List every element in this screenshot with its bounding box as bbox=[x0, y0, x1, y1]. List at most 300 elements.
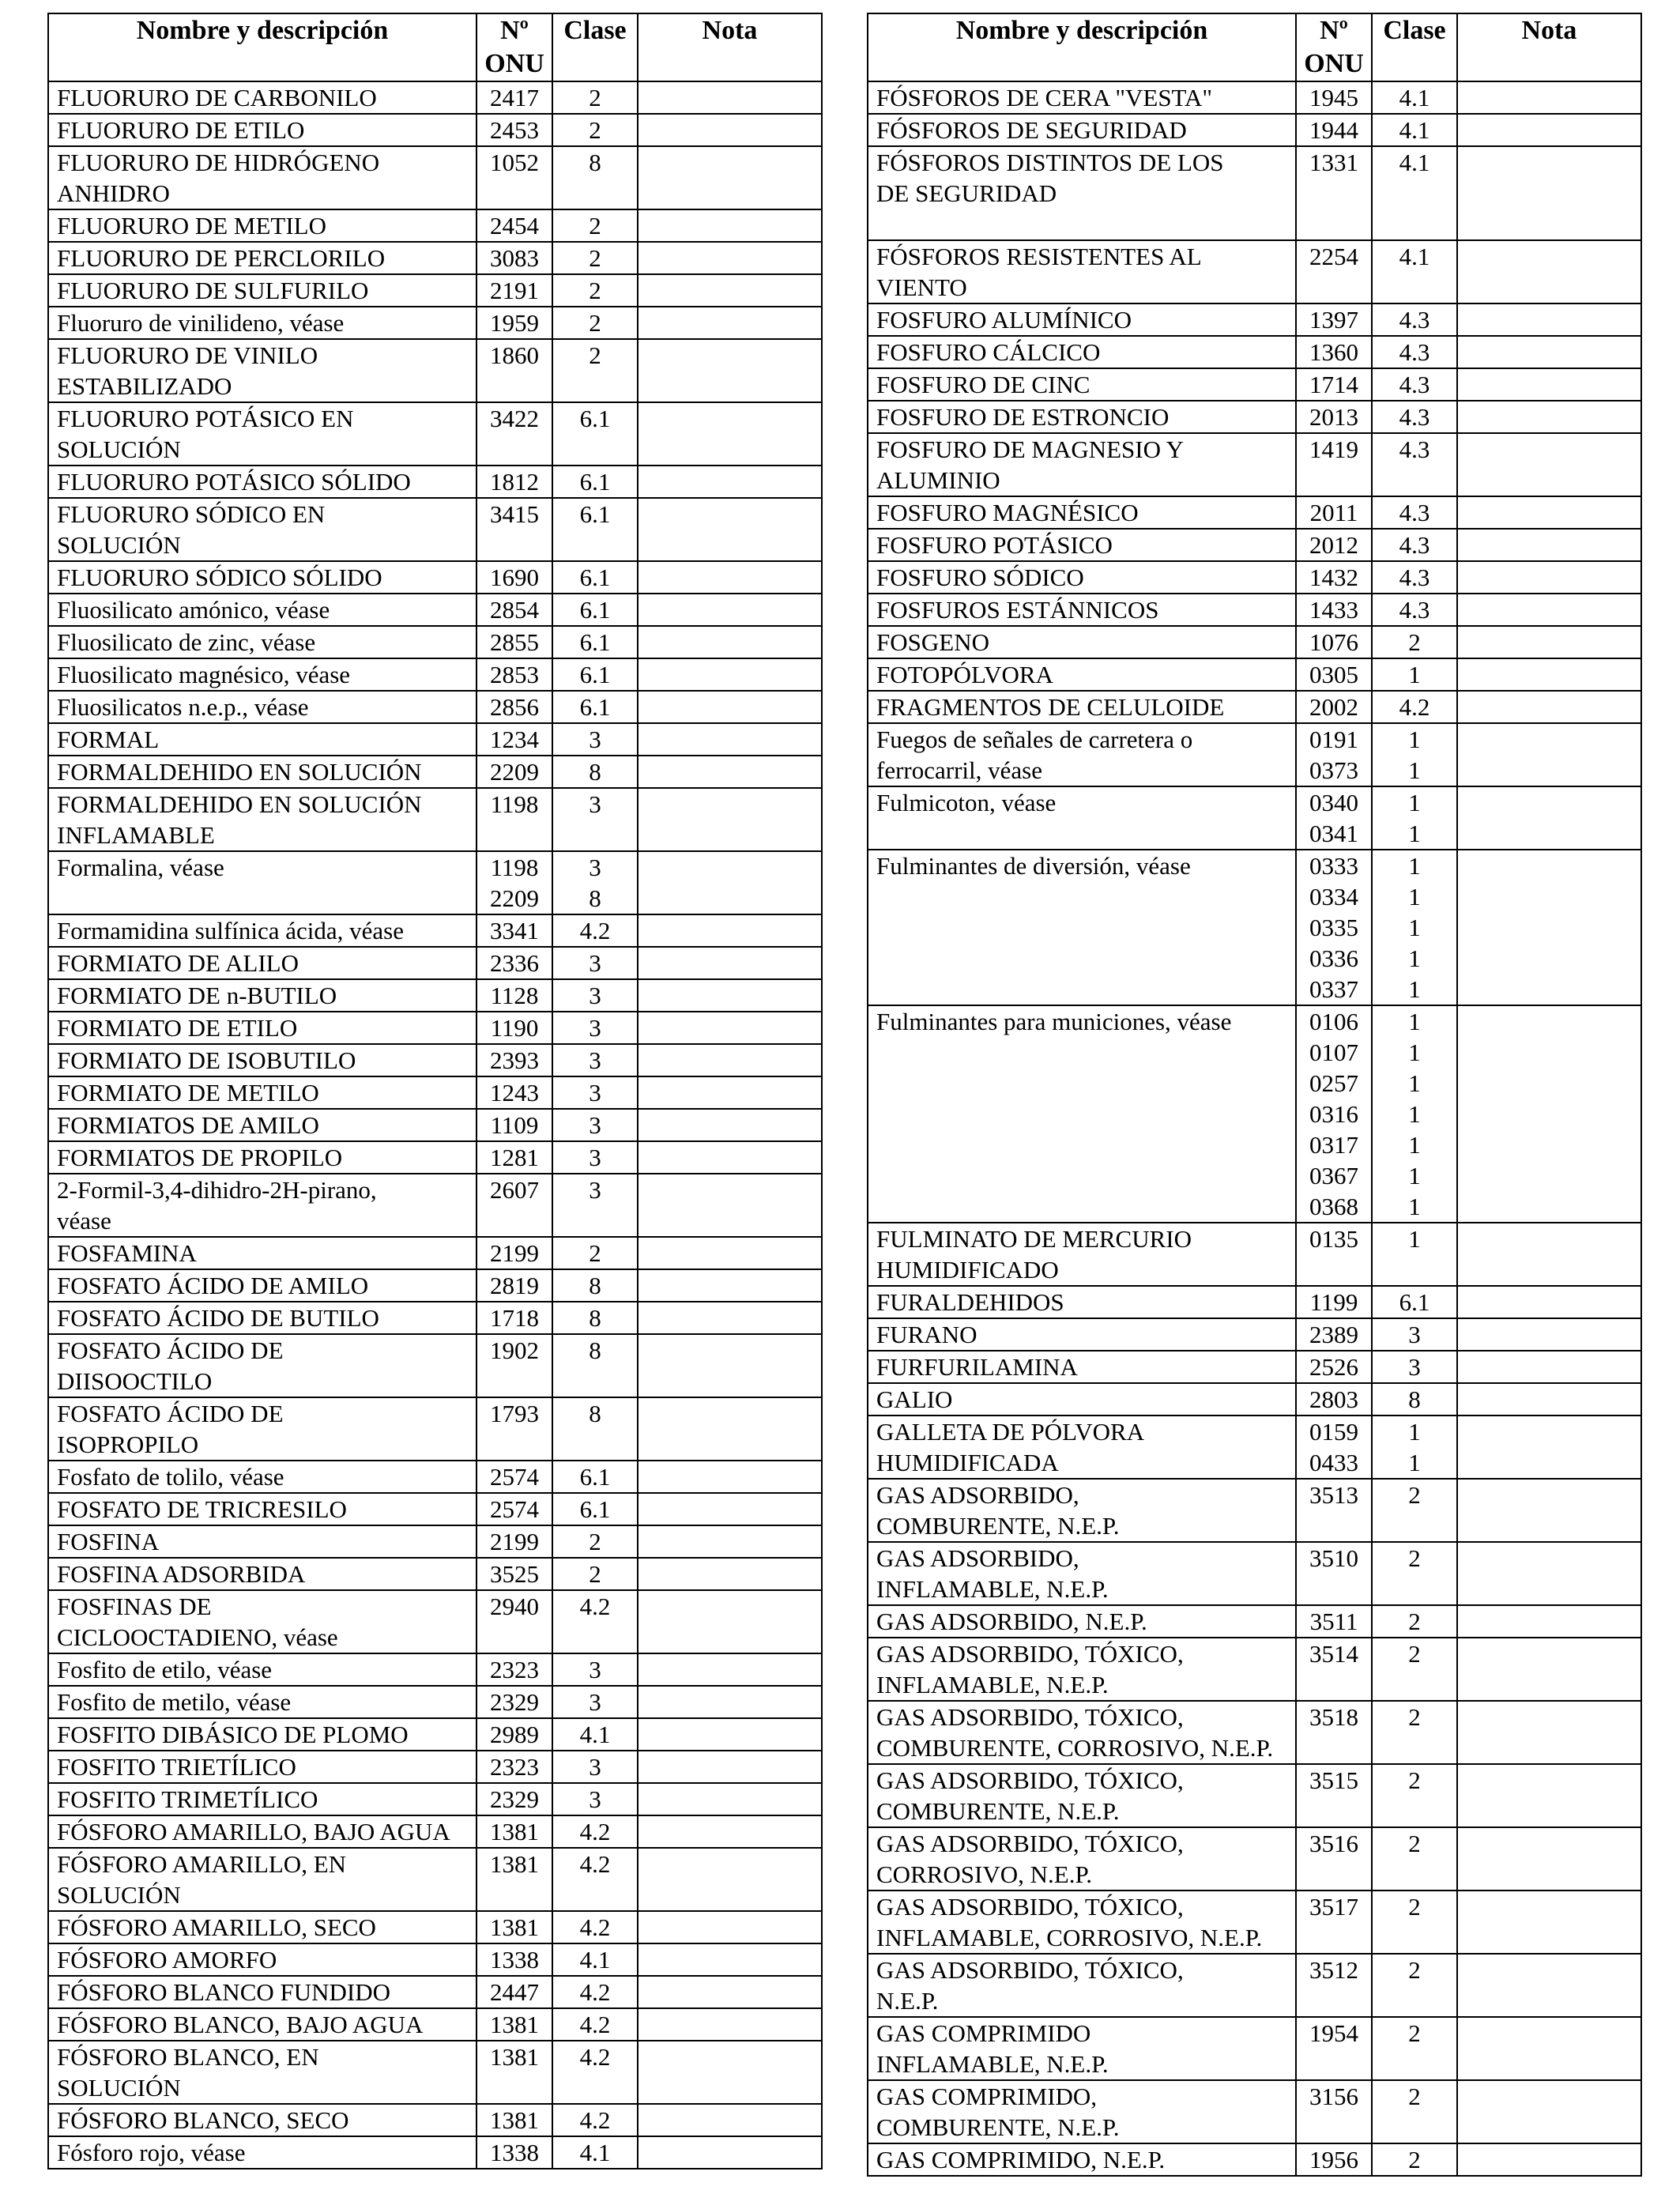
hazard-class: 4.1 bbox=[1399, 243, 1430, 270]
hazard-class: 3 bbox=[589, 1046, 601, 1074]
substance-name-line: FOSFATO ÁCIDO DE BUTILO bbox=[57, 1304, 379, 1332]
substance-name-cell bbox=[48, 1397, 477, 1461]
table-row bbox=[868, 1479, 1641, 1542]
un-number: 1199 bbox=[1309, 1288, 1358, 1316]
hazard-class: 4.3 bbox=[1399, 596, 1430, 624]
substance-name-line: Fluosilicato amónico, véase bbox=[57, 596, 330, 624]
un-number: 1052 bbox=[490, 149, 539, 176]
table-row bbox=[868, 81, 1641, 114]
un-number-cell bbox=[477, 1558, 552, 1590]
un-number: 0257 bbox=[1309, 1069, 1358, 1097]
header-un-line2: ONU bbox=[1304, 49, 1364, 78]
table-row bbox=[868, 1891, 1641, 1954]
un-number-cell bbox=[1296, 2017, 1372, 2080]
substance-name-cell bbox=[868, 81, 1296, 114]
substance-name-cell bbox=[48, 561, 477, 594]
substance-name-cell bbox=[48, 788, 477, 851]
note-cell bbox=[1457, 1954, 1641, 2017]
substance-name-cell bbox=[48, 2041, 477, 2104]
note-cell bbox=[638, 594, 822, 626]
table-row bbox=[48, 1848, 822, 1911]
table-row bbox=[868, 1954, 1641, 2017]
un-number: 2199 bbox=[490, 1239, 539, 1267]
hazard-class-cell bbox=[1372, 1891, 1457, 1954]
hazard-class: 8 bbox=[589, 1400, 601, 1427]
note-cell bbox=[1457, 433, 1641, 496]
substance-name-cell bbox=[48, 1653, 477, 1686]
un-number: 1902 bbox=[490, 1336, 539, 1364]
note-cell bbox=[1457, 401, 1641, 433]
substance-name-line: Fosfito de metilo, véase bbox=[57, 1688, 292, 1716]
hazard-class-cell bbox=[552, 2136, 638, 2169]
substance-name-cell bbox=[868, 1701, 1296, 1764]
hazard-class-cell bbox=[552, 1525, 638, 1558]
table-row bbox=[48, 1718, 822, 1751]
un-number-cell bbox=[477, 1044, 552, 1076]
substance-name-cell bbox=[48, 1848, 477, 1911]
un-number: 2574 bbox=[490, 1495, 539, 1523]
table-row bbox=[48, 1461, 822, 1493]
hazard-class: 4.2 bbox=[579, 1913, 611, 1941]
un-number: 1397 bbox=[1309, 306, 1358, 334]
un-number: 0368 bbox=[1309, 1193, 1358, 1220]
un-number: 0341 bbox=[1309, 820, 1358, 847]
note-cell bbox=[638, 1076, 822, 1109]
substance-name-line: FORMIATOS DE PROPILO bbox=[57, 1144, 343, 1171]
un-number: 0336 bbox=[1309, 944, 1358, 972]
hazard-class: 4.2 bbox=[579, 917, 611, 944]
un-number-cell bbox=[477, 626, 552, 658]
un-number: 0305 bbox=[1309, 661, 1358, 688]
un-number-cell bbox=[477, 947, 552, 979]
un-number: 0367 bbox=[1309, 1162, 1358, 1189]
substance-name-cell bbox=[48, 1815, 477, 1848]
table-row bbox=[868, 529, 1641, 561]
note-cell bbox=[1457, 336, 1641, 368]
un-number: 2191 bbox=[490, 277, 539, 304]
substance-name-cell bbox=[868, 1827, 1296, 1891]
note-cell bbox=[1457, 658, 1641, 691]
substance-name-cell bbox=[48, 1718, 477, 1751]
hazard-class: 2 bbox=[589, 309, 601, 337]
un-number-cell bbox=[477, 339, 552, 402]
un-number-cell bbox=[1296, 594, 1372, 626]
substance-name-line: Formamidina sulfínica ácida, véase bbox=[57, 917, 405, 944]
un-number: 1190 bbox=[490, 1014, 539, 1042]
un-number: 2454 bbox=[490, 212, 539, 239]
substance-name-line: FOSGENO bbox=[876, 628, 989, 656]
un-number-cell bbox=[477, 1237, 552, 1269]
un-number: 2329 bbox=[490, 1785, 539, 1813]
substance-name-line: GAS ADSORBIDO, bbox=[876, 1481, 1079, 1509]
hazard-class: 2 bbox=[1408, 628, 1421, 656]
table-row bbox=[868, 1416, 1641, 1479]
un-number-cell bbox=[477, 1653, 552, 1686]
substance-name-line: FOSFURO POTÁSICO bbox=[876, 531, 1113, 559]
substance-name-cell bbox=[48, 1237, 477, 1269]
substance-name-line: CORROSIVO, N.E.P. bbox=[876, 1860, 1093, 1888]
hazard-class: 6.1 bbox=[579, 628, 611, 656]
hazard-class: 4.3 bbox=[1399, 371, 1430, 398]
substance-name-line: SOLUCIÓN bbox=[57, 531, 181, 559]
substance-name-cell bbox=[48, 914, 477, 947]
right-column bbox=[867, 13, 1640, 2177]
hazard-class: 2 bbox=[1408, 2083, 1421, 2110]
hazard-class: 8 bbox=[589, 884, 601, 912]
substance-name-line: GAS COMPRIMIDO bbox=[876, 2019, 1091, 2047]
hazard-class-cell bbox=[1372, 1416, 1457, 1479]
un-number-cell bbox=[477, 307, 552, 339]
un-number-cell bbox=[477, 1590, 552, 1653]
substance-name-cell bbox=[48, 594, 477, 626]
un-number: 1718 bbox=[490, 1304, 539, 1332]
substance-name-cell bbox=[868, 1954, 1296, 2017]
substance-name-line: GALLETA DE PÓLVORA bbox=[876, 1418, 1145, 1446]
un-number: 3415 bbox=[490, 500, 539, 528]
un-number: 1331 bbox=[1309, 149, 1358, 176]
note-cell bbox=[638, 1334, 822, 1397]
table-row bbox=[48, 1269, 822, 1302]
hazard-class-cell bbox=[1372, 1701, 1457, 1764]
table-row bbox=[868, 368, 1641, 401]
un-number: 3515 bbox=[1309, 1766, 1358, 1794]
substance-name-cell bbox=[868, 850, 1296, 1005]
table-row bbox=[868, 2080, 1641, 2143]
un-number-cell bbox=[1296, 1891, 1372, 1954]
un-number-cell bbox=[1296, 1416, 1372, 1479]
note-cell bbox=[638, 1686, 822, 1718]
table-row bbox=[48, 1976, 822, 2008]
hazard-class: 1 bbox=[1408, 914, 1421, 941]
un-number: 1381 bbox=[490, 2043, 539, 2071]
un-number-cell bbox=[1296, 81, 1372, 114]
note-cell bbox=[1457, 1638, 1641, 1701]
substance-name-line: FÓSFOROS RESISTENTES AL bbox=[876, 243, 1202, 270]
hazard-class: 8 bbox=[589, 1336, 601, 1364]
hazard-class-cell bbox=[1372, 114, 1457, 146]
hazard-class: 4.2 bbox=[579, 2043, 611, 2071]
un-number-cell bbox=[1296, 691, 1372, 723]
un-number-cell bbox=[1296, 1764, 1372, 1827]
substance-name-line: GAS ADSORBIDO, TÓXICO, bbox=[876, 1830, 1184, 1857]
substance-name-cell bbox=[48, 1141, 477, 1174]
substance-name-cell bbox=[48, 1911, 477, 1943]
substance-name-cell bbox=[48, 1493, 477, 1525]
hazard-class-cell bbox=[552, 658, 638, 691]
substance-name-cell bbox=[868, 496, 1296, 529]
substance-name-cell bbox=[48, 242, 477, 274]
note-cell bbox=[638, 1141, 822, 1174]
note-cell bbox=[638, 2136, 822, 2169]
hazard-class: 2 bbox=[1408, 1766, 1421, 1794]
hazard-class: 3 bbox=[589, 1753, 601, 1781]
hazard-class-cell bbox=[552, 1044, 638, 1076]
substance-name-cell bbox=[868, 1383, 1296, 1416]
un-number-cell bbox=[1296, 1701, 1372, 1764]
un-number: 2607 bbox=[490, 1176, 539, 1204]
note-cell bbox=[638, 339, 822, 402]
hazard-class: 4.3 bbox=[1399, 435, 1430, 463]
un-number-cell bbox=[477, 2008, 552, 2041]
hazard-class-cell bbox=[552, 1783, 638, 1815]
substance-name-line: FORMALDEHIDO EN SOLUCIÓN bbox=[57, 758, 422, 786]
note-cell bbox=[1457, 1223, 1641, 1286]
substance-name-cell bbox=[868, 1223, 1296, 1286]
hazard-class: 2 bbox=[589, 277, 601, 304]
note-cell bbox=[1457, 850, 1641, 1005]
hazard-class-cell bbox=[1372, 691, 1457, 723]
hazard-class-cell bbox=[552, 2041, 638, 2104]
un-number: 0433 bbox=[1309, 1449, 1358, 1476]
hazard-class: 6.1 bbox=[579, 1463, 611, 1491]
hazard-class-cell bbox=[552, 1302, 638, 1334]
un-number-cell bbox=[477, 81, 552, 114]
substance-name-line: GAS ADSORBIDO, N.E.P. bbox=[876, 1608, 1147, 1635]
substance-name-cell bbox=[868, 1286, 1296, 1318]
un-number: 2855 bbox=[490, 628, 539, 656]
table-row bbox=[48, 626, 822, 658]
substance-name-cell bbox=[48, 1558, 477, 1590]
substance-name-cell bbox=[48, 1334, 477, 1397]
table-row bbox=[48, 1076, 822, 1109]
table-row bbox=[868, 786, 1641, 850]
substance-name-line: ferrocarril, véase bbox=[876, 756, 1042, 784]
header-un-number bbox=[1296, 13, 1372, 81]
substance-name-cell bbox=[868, 1542, 1296, 1605]
hazard-class: 6.1 bbox=[579, 1495, 611, 1523]
un-number-cell bbox=[477, 1911, 552, 1943]
hazard-class-cell bbox=[552, 1911, 638, 1943]
un-number: 1793 bbox=[490, 1400, 539, 1427]
table-row bbox=[48, 1493, 822, 1525]
un-number: 2803 bbox=[1309, 1385, 1358, 1413]
hazard-class: 2 bbox=[589, 341, 601, 369]
substance-name-line: FÓSFORO AMARILLO, EN bbox=[57, 1850, 347, 1878]
substance-name-line: FLUORURO DE CARBONILO bbox=[57, 84, 377, 111]
table-row bbox=[868, 1351, 1641, 1383]
substance-name-cell bbox=[868, 2017, 1296, 2080]
hazard-class: 4.2 bbox=[579, 2011, 611, 2038]
hazard-class: 4.2 bbox=[579, 2106, 611, 2134]
table-header-row bbox=[868, 13, 1641, 81]
hazard-class: 4.2 bbox=[579, 1978, 611, 2006]
substance-name-line: FLUORURO DE PERCLORILO bbox=[57, 244, 386, 272]
hazard-class-cell bbox=[1372, 594, 1457, 626]
hazard-class-cell bbox=[1372, 2143, 1457, 2176]
substance-name-line: FURANO bbox=[876, 1321, 977, 1348]
substance-name-cell bbox=[48, 1461, 477, 1493]
un-number: 2526 bbox=[1309, 1353, 1358, 1381]
substance-name-line: FRAGMENTOS DE CELULOIDE bbox=[876, 693, 1225, 721]
un-number-cell bbox=[1296, 723, 1372, 786]
un-number: 3511 bbox=[1309, 1608, 1358, 1635]
un-number: 1433 bbox=[1309, 596, 1358, 624]
un-number: 1419 bbox=[1309, 435, 1358, 463]
table-row bbox=[48, 756, 822, 788]
hazard-class: 4.3 bbox=[1399, 499, 1430, 526]
substance-name-cell bbox=[868, 1638, 1296, 1701]
hazard-class: 3 bbox=[589, 1785, 601, 1813]
table-row bbox=[48, 114, 822, 146]
un-number-cell bbox=[477, 1302, 552, 1334]
substance-name-cell bbox=[868, 368, 1296, 401]
un-number: 2574 bbox=[490, 1463, 539, 1491]
un-number: 1234 bbox=[490, 726, 539, 753]
un-number: 2323 bbox=[490, 1656, 539, 1683]
un-number-cell bbox=[477, 851, 552, 914]
table-row bbox=[48, 723, 822, 756]
note-cell bbox=[638, 1109, 822, 1141]
substance-name-cell bbox=[48, 1686, 477, 1718]
substance-name-cell bbox=[48, 626, 477, 658]
table-row bbox=[868, 1827, 1641, 1891]
substance-name-line: CICLOOCTADIENO, véase bbox=[57, 1623, 338, 1651]
hazard-class: 1 bbox=[1408, 1131, 1421, 1159]
substance-name-cell bbox=[868, 626, 1296, 658]
un-number-cell bbox=[477, 402, 552, 466]
substance-name-line: Fuegos de señales de carretera o bbox=[876, 726, 1193, 753]
hazard-class: 2 bbox=[589, 244, 601, 272]
hazard-class: 4.2 bbox=[579, 1593, 611, 1620]
hazard-class: 1 bbox=[1408, 1225, 1421, 1253]
un-number-cell bbox=[477, 2136, 552, 2169]
substance-name-line: Fluosilicato de zinc, véase bbox=[57, 628, 316, 656]
substance-name-cell bbox=[868, 529, 1296, 561]
un-number-cell bbox=[477, 1076, 552, 1109]
table-row bbox=[48, 851, 822, 914]
table-row bbox=[48, 274, 822, 307]
hazard-class: 4.2 bbox=[1399, 693, 1430, 721]
table-row bbox=[48, 1911, 822, 1943]
substance-name-cell bbox=[868, 2080, 1296, 2143]
substance-name-line: Fosfito de etilo, véase bbox=[57, 1656, 273, 1683]
un-number-cell bbox=[1296, 1605, 1372, 1638]
substance-name-line: Fulminantes para municiones, véase bbox=[876, 1008, 1232, 1035]
hazard-class-cell bbox=[552, 1493, 638, 1525]
un-number: 0340 bbox=[1309, 789, 1358, 816]
hazard-class: 2 bbox=[1408, 1608, 1421, 1635]
un-number: 2989 bbox=[490, 1721, 539, 1748]
hazard-class-cell bbox=[1372, 2017, 1457, 2080]
un-number-cell bbox=[477, 114, 552, 146]
substance-name-cell bbox=[48, 756, 477, 788]
substance-name-line: FÓSFOROS DISTINTOS DE LOS bbox=[876, 149, 1224, 176]
hazard-class-cell bbox=[552, 1269, 638, 1302]
table-row bbox=[48, 1044, 822, 1076]
table-row bbox=[48, 1653, 822, 1686]
un-number: 0333 bbox=[1309, 852, 1358, 880]
hazard-class: 6.1 bbox=[579, 500, 611, 528]
substance-name-line: 2-Formil-3,4-dihidro-2H-pirano, bbox=[57, 1176, 377, 1204]
un-number-cell bbox=[477, 1943, 552, 1976]
hazard-class-cell bbox=[552, 1848, 638, 1911]
substance-name-line: FLUORURO DE METILO bbox=[57, 212, 326, 239]
note-cell bbox=[638, 81, 822, 114]
note-cell bbox=[638, 146, 822, 209]
substance-name-cell bbox=[868, 1351, 1296, 1383]
un-number-cell bbox=[477, 691, 552, 723]
hazard-class: 4.3 bbox=[1399, 306, 1430, 334]
substance-name-line: SOLUCIÓN bbox=[57, 2074, 181, 2102]
hazard-class-cell bbox=[1372, 1542, 1457, 1605]
un-number-cell bbox=[1296, 850, 1372, 1005]
substance-name-line: FORMAL bbox=[57, 726, 160, 753]
substance-name-line: INFLAMABLE, N.E.P. bbox=[876, 1575, 1109, 1603]
table-row bbox=[868, 433, 1641, 496]
un-number: 1690 bbox=[490, 564, 539, 591]
un-number-cell bbox=[1296, 240, 1372, 303]
substance-name-line: FOSFITO TRIMETÍLICO bbox=[57, 1785, 318, 1813]
substance-name-cell bbox=[868, 594, 1296, 626]
un-number-cell bbox=[477, 466, 552, 498]
un-number: 1128 bbox=[490, 982, 539, 1009]
un-number-cell bbox=[1296, 1005, 1372, 1223]
un-number: 1432 bbox=[1309, 564, 1358, 591]
substance-name-line: FÓSFORO BLANCO, BAJO AGUA bbox=[57, 2011, 424, 2038]
hazard-class-cell bbox=[552, 1237, 638, 1269]
table-row bbox=[868, 2017, 1641, 2080]
header-un-line1: Nº bbox=[1320, 16, 1348, 45]
header-name: Nombre y descripción bbox=[48, 13, 477, 81]
table-row bbox=[48, 561, 822, 594]
hazard-class-cell bbox=[552, 626, 638, 658]
substance-name-line: FULMINATO DE MERCURIO bbox=[876, 1225, 1192, 1253]
substance-name-cell bbox=[868, 786, 1296, 850]
un-number: 1959 bbox=[490, 309, 539, 337]
note-cell bbox=[1457, 1891, 1641, 1954]
substance-name-cell bbox=[868, 2143, 1296, 2176]
substance-name-line: FLUORURO POTÁSICO SÓLIDO bbox=[57, 468, 411, 496]
substance-name-line: ALUMINIO bbox=[876, 466, 1000, 494]
substance-name-line: FÓSFORO BLANCO, EN bbox=[57, 2043, 319, 2071]
un-number: 2853 bbox=[490, 661, 539, 688]
un-number-cell bbox=[477, 1783, 552, 1815]
note-cell bbox=[1457, 2080, 1641, 2143]
un-number: 2856 bbox=[490, 693, 539, 721]
substance-name-line: FÓSFORO AMARILLO, BAJO AGUA bbox=[57, 1818, 450, 1845]
hazard-class: 1 bbox=[1408, 1039, 1421, 1066]
un-number: 1954 bbox=[1309, 2019, 1358, 2047]
substance-name-cell bbox=[48, 851, 477, 914]
table-row bbox=[48, 1751, 822, 1783]
hazard-class: 3 bbox=[589, 726, 601, 753]
note-cell bbox=[638, 851, 822, 914]
un-number-cell bbox=[1296, 1542, 1372, 1605]
substance-name-line: GAS ADSORBIDO, TÓXICO, bbox=[876, 1956, 1184, 1984]
substance-name-cell bbox=[868, 1416, 1296, 1479]
un-number: 2819 bbox=[490, 1272, 539, 1299]
table-row bbox=[48, 658, 822, 691]
substance-name-line: GALIO bbox=[876, 1385, 953, 1413]
hazard-class-cell bbox=[1372, 626, 1457, 658]
substance-name-line: FOSFURO ALUMÍNICO bbox=[876, 306, 1132, 334]
hazard-class: 3 bbox=[589, 854, 601, 881]
un-number: 1860 bbox=[490, 341, 539, 369]
hazard-class-cell bbox=[552, 1558, 638, 1590]
hazard-class-cell bbox=[1372, 496, 1457, 529]
hazard-class-cell bbox=[1372, 1318, 1457, 1351]
substance-name-line: Fluosilicatos n.e.p., véase bbox=[57, 693, 309, 721]
table-row bbox=[48, 1012, 822, 1044]
hazard-class: 4.1 bbox=[579, 1721, 611, 1748]
hazard-class-cell bbox=[552, 1109, 638, 1141]
hazard-class-cell bbox=[552, 242, 638, 274]
table-row bbox=[48, 1174, 822, 1237]
hazard-class: 3 bbox=[1408, 1321, 1421, 1348]
substance-name-cell bbox=[48, 1044, 477, 1076]
hazard-class: 8 bbox=[1408, 1385, 1421, 1413]
hazard-class: 2 bbox=[589, 212, 601, 239]
